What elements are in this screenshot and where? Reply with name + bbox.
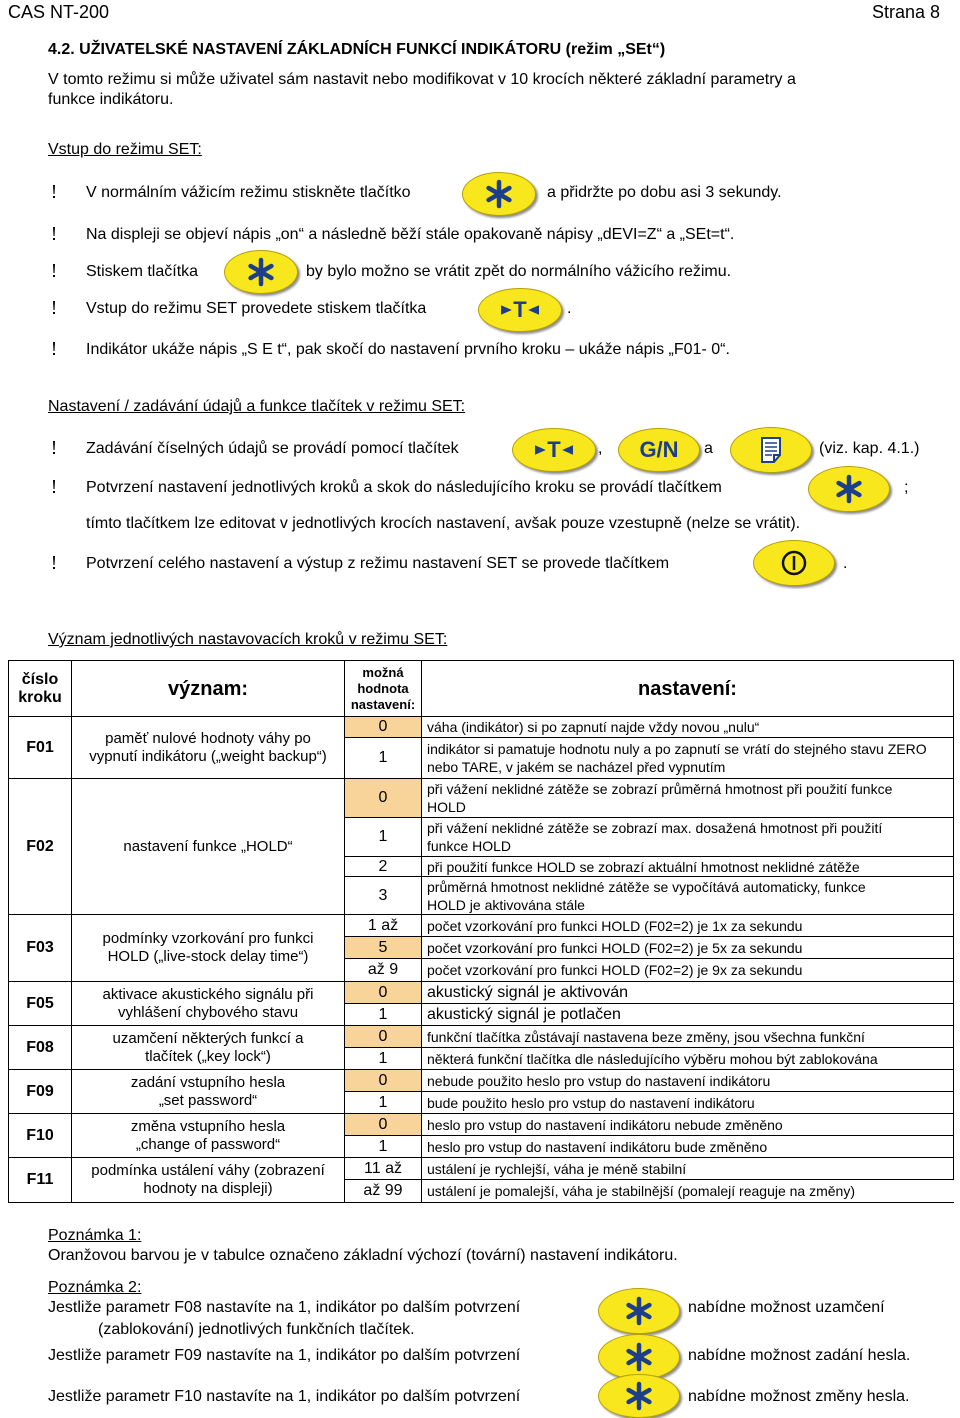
power-icon <box>779 548 809 578</box>
exclamation-icon <box>50 342 58 356</box>
step-code-f11: F11 <box>9 1158 71 1202</box>
value-cell: 11 až <box>345 1158 421 1179</box>
note-2-line-2-post: nabídne možnost zadání hesla. <box>688 1347 911 1364</box>
value-cell: 5 <box>345 937 421 958</box>
note-2-line-3-post: nabídne možnost změny hesla. <box>688 1388 910 1405</box>
setting-bullet-1-text: Zadávání číselných údajů se provádí pomocí tlačítek <box>86 440 459 457</box>
exclamation-icon <box>50 480 58 494</box>
header-title: CAS NT-200 <box>8 2 110 22</box>
setting-bullet-1-comma: , <box>598 440 603 457</box>
section-title: 4.2. UŽIVATELSKÉ NASTAVENÍ ZÁKLADNÍCH FUNKCÍ INDIKÁTORU (režim „SEt“) <box>48 41 666 58</box>
value-cell: 1 <box>345 1136 421 1157</box>
asterisk-button[interactable] <box>462 172 536 216</box>
value-cell: 1 <box>345 1092 421 1113</box>
asterisk-button[interactable] <box>598 1288 680 1334</box>
notepad-button[interactable] <box>730 427 812 473</box>
step-meaning-f11: podmínka ustálení váhy (zobrazení hodnoty na displeji) <box>72 1158 344 1202</box>
value-cell: 0 <box>345 982 421 1003</box>
value-cell: 3 <box>345 877 421 914</box>
table-heading: Význam jednotlivých nastavovacích kroků v režimu SET: <box>48 631 448 648</box>
value-cell: 0 <box>345 1070 421 1091</box>
setting-cell: bude použito heslo pro vstup do nastavení indikátoru <box>422 1092 953 1113</box>
entry-bullet-3-text: Stiskem tlačítka <box>86 263 199 280</box>
value-cell: 2 <box>345 857 421 876</box>
intro-line-2: funkce indikátoru. <box>48 91 174 108</box>
setting-cell: heslo pro vstup do nastavení indikátoru nebude změněno <box>422 1114 953 1135</box>
setting-cell: při použití funkce HOLD se zobrazí aktuální hmotnost neklidné zátěže <box>422 857 953 876</box>
note-2-line-1: Jestliže parametr F08 nastavíte na 1, indikátor po dalším potvrzení <box>48 1299 521 1316</box>
note-2-line-1-post: nabídne možnost uzamčení <box>688 1299 885 1316</box>
tare-button[interactable] <box>478 288 562 332</box>
page-number: Strana 8 <box>871 2 940 22</box>
step-meaning-f05: aktivace akustického signálu při vyhlášení chybového stavu <box>72 982 344 1025</box>
value-cell: 0 <box>345 717 421 737</box>
asterisk-button[interactable] <box>808 466 890 512</box>
setting-cell: heslo pro vstup do nastavení indikátoru bude změněno <box>422 1136 953 1157</box>
step-meaning-f02: nastavení funkce „HOLD“ <box>72 779 344 914</box>
step-code-f05: F05 <box>9 982 71 1025</box>
entry-heading: Vstup do režimu SET: <box>48 141 202 158</box>
setting-cell: některá funkční tlačítka dle následujícího výběru mohou být zablokována <box>422 1048 953 1069</box>
exclamation-icon <box>50 301 58 315</box>
gross-net-button[interactable] <box>618 428 700 472</box>
step-code-f09: F09 <box>9 1070 71 1113</box>
setting-bullet-1-post: (viz. kap. 4.1.) <box>819 440 920 457</box>
asterisk-button[interactable] <box>598 1374 680 1418</box>
setting-cell: ustálení je rychlejší, váha je méně stabilní <box>422 1158 953 1179</box>
tare-arrow-icon <box>501 304 513 316</box>
exclamation-icon <box>50 441 58 455</box>
header-step: číslo kroku <box>9 661 71 716</box>
asterisk-icon <box>624 1381 654 1411</box>
step-code-f02: F02 <box>9 779 71 914</box>
intro-line-1: V tomto režimu si může uživatel sám nastavit nebo modifikovat v 10 krocích některé základní parametry a <box>48 71 796 88</box>
asterisk-icon <box>624 1342 654 1372</box>
exclamation-icon <box>50 185 58 199</box>
setting-cell: indikátor si pamatuje hodnotu nuly a po zapnutí se vrátí do stejného stavu ZERO nebo TARE, v jakém se nacházel před vypnutím <box>422 738 953 778</box>
value-cell: až 9 <box>345 959 421 981</box>
setting-cell: počet vzorkování pro funkci HOLD (F02=2) je 5x za sekundu <box>422 937 953 958</box>
gross-net-label: G/N <box>639 437 679 462</box>
asterisk-icon <box>834 474 864 504</box>
value-cell: 1 <box>345 738 421 778</box>
setting-cell: akustický signál je potlačen <box>422 1004 953 1025</box>
entry-bullet-1-text: V normálním vážicím režimu stiskněte tlačítko <box>86 184 411 201</box>
setting-bullet-2-post: ; <box>904 479 909 496</box>
setting-cell: funkční tlačítka zůstávají nastavena beze změny, jsou všechna funkční <box>422 1026 953 1047</box>
step-meaning-f03: podmínky vzorkování pro funkci HOLD („live-stock delay time“) <box>72 915 344 981</box>
exclamation-icon <box>50 264 58 278</box>
tare-arrow-icon <box>561 444 573 456</box>
setting-bullet-3-text: Potvrzení celého nastavení a výstup z režimu nastavení SET se provede tlačítkem <box>86 555 670 572</box>
entry-bullet-5-text: Indikátor ukáže nápis „S E t“, pak skočí do nastavení prvního kroku – ukáže nápis „F01- 0“. <box>86 341 730 358</box>
asterisk-icon <box>246 257 276 287</box>
step-code-f08: F08 <box>9 1026 71 1069</box>
tare-label: T <box>547 437 561 462</box>
setting-cell: počet vzorkování pro funkci HOLD (F02=2) je 1x za sekundu <box>422 915 953 936</box>
step-meaning-f01: paměť nulové hodnoty váhy po vypnutí indikátoru („weight backup“) <box>72 717 344 778</box>
setting-cell: počet vzorkování pro funkci HOLD (F02=2) je 9x za sekundu <box>422 959 953 981</box>
note-1-text: Oranžovou barvou je v tabulce označeno základní výchozí (tovární) nastavení indikátoru. <box>48 1247 678 1264</box>
header-value: možná hodnota nastavení: <box>345 661 421 716</box>
setting-cell: váha (indikátor) si po zapnutí najde vždy novou „nulu“ <box>422 717 953 737</box>
header-setting: nastavení: <box>422 661 953 716</box>
note-1-title: Poznámka 1: <box>48 1227 142 1244</box>
step-meaning-f10: změna vstupního hesla „change of password“ <box>72 1114 344 1157</box>
value-cell: 1 <box>345 1004 421 1025</box>
note-2-line-3: Jestliže parametr F10 nastavíte na 1, indikátor po dalším potvrzení <box>48 1388 521 1405</box>
setting-bullet-1-and: a <box>704 440 713 457</box>
header-meaning: význam: <box>72 661 344 716</box>
step-code-f03: F03 <box>9 915 71 981</box>
note-2-title: Poznámka 2: <box>48 1279 142 1296</box>
exclamation-icon <box>50 556 58 570</box>
setting-cell: průměrná hmotnost neklidné zátěže se vypočítává automaticky, funkce HOLD je aktivována stále <box>422 877 953 914</box>
value-cell: 0 <box>345 779 421 817</box>
tare-button[interactable] <box>512 428 596 472</box>
setting-bullet-3-post: . <box>843 555 848 572</box>
entry-bullet-4-post: . <box>567 300 572 317</box>
entry-bullet-4-text: Vstup do režimu SET provedete stiskem tlačítka <box>86 300 427 317</box>
step-meaning-f08: uzamčení některých funkcí a tlačítek („key lock“) <box>72 1026 344 1069</box>
note-2-line-1-cont: (zablokování) jednotlivých funkčních tlačítek. <box>98 1321 415 1338</box>
tare-label: T <box>513 297 527 322</box>
asterisk-button[interactable] <box>224 250 298 294</box>
value-cell: 1 <box>345 818 421 856</box>
setting-cell: při vážení neklidné zátěže se zobrazí max. dosažená hmotnost při použití funkce HOLD <box>422 818 953 856</box>
setting-bullet-2-cont: tímto tlačítkem lze editovat v jednotlivých krocích nastavení, avšak pouze vzestupně (nelze se vrátit). <box>86 515 801 532</box>
value-cell: 1 až <box>345 915 421 936</box>
setting-cell: ustálení je pomalejší, váha je stabilnější (pomalejí reaguje na změny) <box>422 1180 958 1202</box>
setting-cell: nebude použito heslo pro vstup do nastavení indikátoru <box>422 1070 953 1091</box>
setting-heading: Nastavení / zadávání údajů a funkce tlačítek v režimu SET: <box>48 398 466 415</box>
power-button[interactable] <box>753 540 835 586</box>
value-cell: až 99 <box>345 1180 421 1202</box>
step-meaning-f09: zadání vstupního hesla „set password“ <box>72 1070 344 1113</box>
value-cell: 0 <box>345 1114 421 1135</box>
entry-bullet-1-post: a přidržte po dobu asi 3 sekundy. <box>547 184 782 201</box>
value-cell: 0 <box>345 1026 421 1047</box>
value-cell: 1 <box>345 1048 421 1069</box>
setting-cell: akustický signál je aktivován <box>422 982 953 1003</box>
setting-cell: při vážení neklidné zátěže se zobrazí průměrná hmotnost při použití funkce HOLD <box>422 779 953 817</box>
settings-table <box>8 660 954 1203</box>
tare-arrow-icon <box>527 304 539 316</box>
entry-bullet-2-text: Na displeji se objeví nápis „on“ a následně běží stále opakovaně nápisy „dEVI=Z“ a „SEt=t“. <box>86 226 735 243</box>
exclamation-icon <box>50 227 58 241</box>
step-code-f01: F01 <box>9 717 71 778</box>
notepad-icon <box>756 435 786 465</box>
entry-bullet-3-post: by bylo možno se vrátit zpět do normálního vážicího režimu. <box>306 263 732 280</box>
step-code-f10: F10 <box>9 1114 71 1157</box>
asterisk-icon <box>484 179 514 209</box>
setting-bullet-2-text: Potvrzení nastavení jednotlivých kroků a skok do následujícího kroku se provádí tlačítkem <box>86 479 722 496</box>
tare-arrow-icon <box>535 444 547 456</box>
note-2-line-2: Jestliže parametr F09 nastavíte na 1, indikátor po dalším potvrzení <box>48 1347 521 1364</box>
asterisk-icon <box>624 1296 654 1326</box>
